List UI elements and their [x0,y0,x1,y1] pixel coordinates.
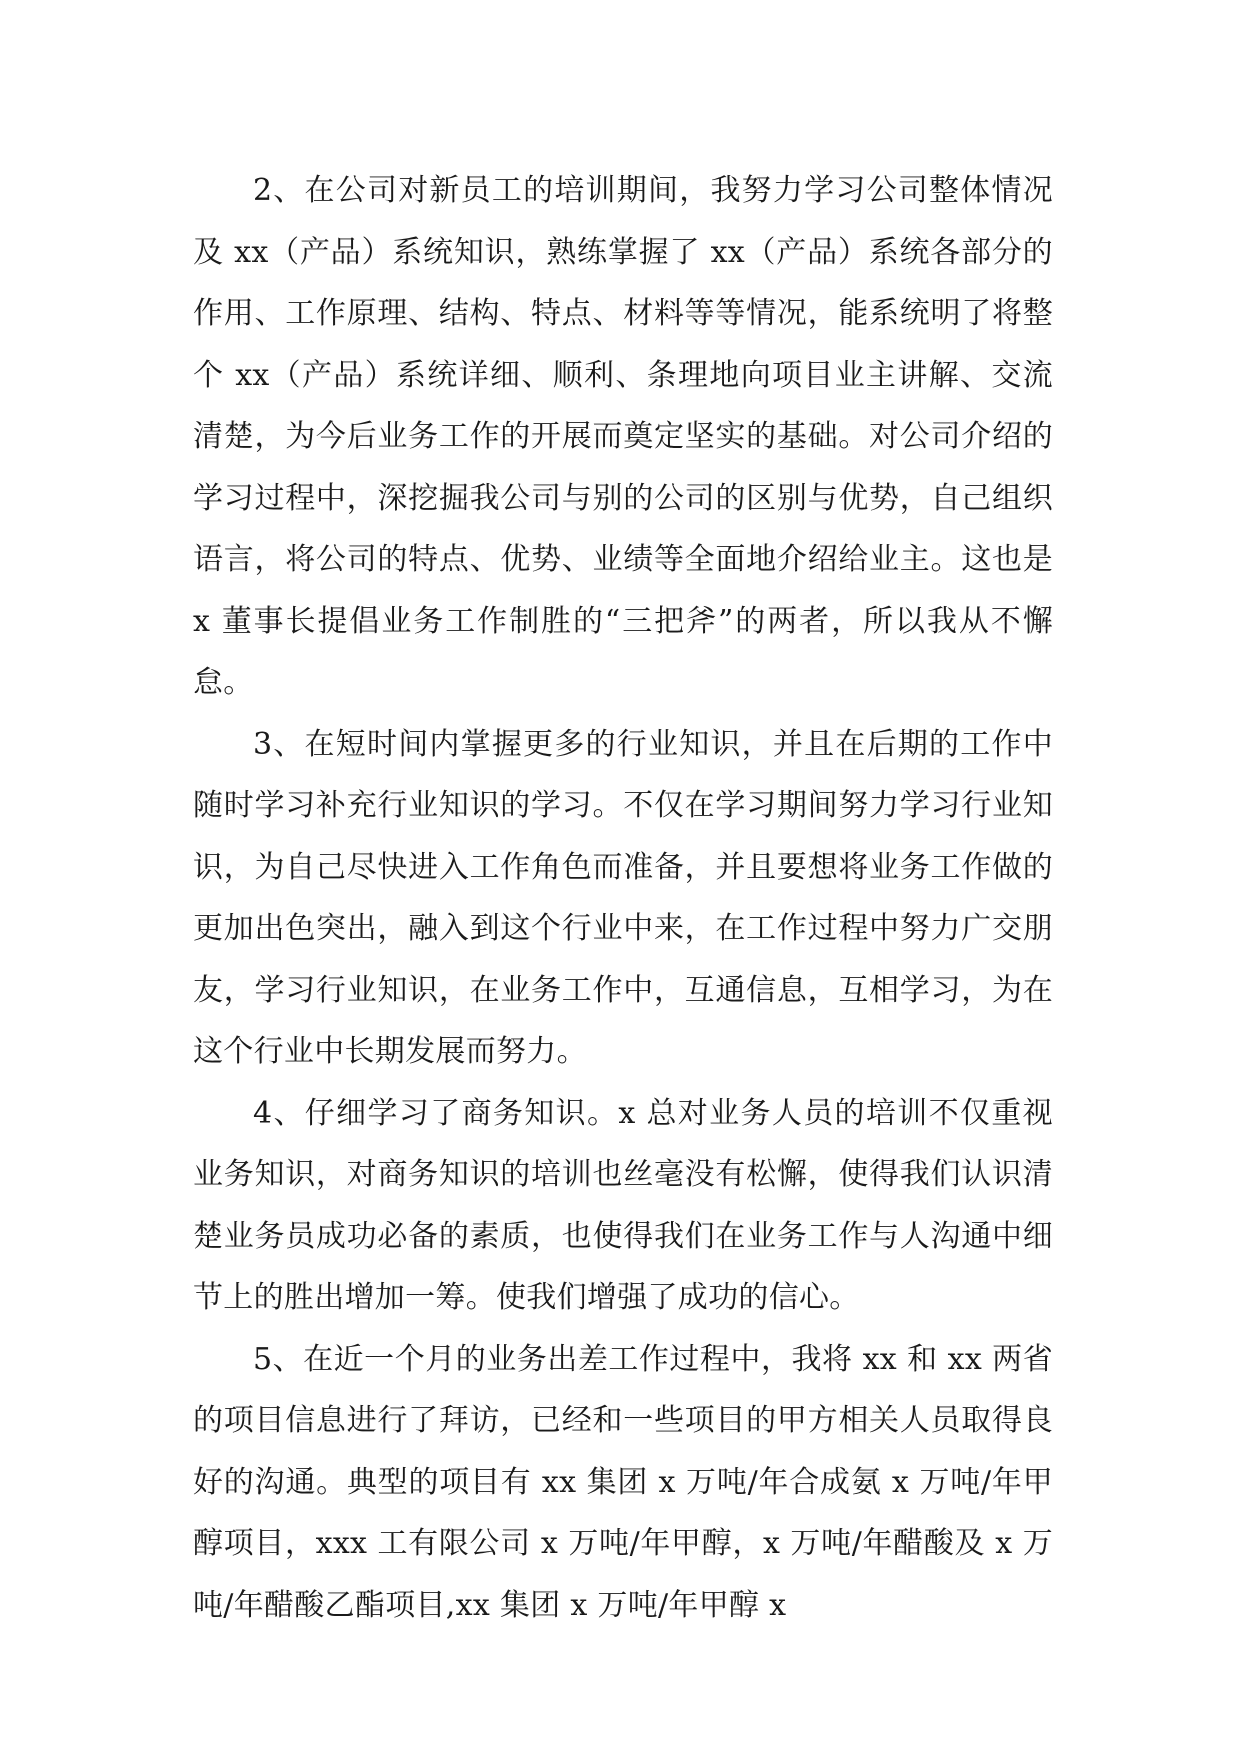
paragraph-2: 2、在公司对新员工的培训期间，我努力学习公司整体情况及 xx（产品）系统知识，熟练掌握了 xx（产品）系统各部分的作用、工作原理、结构、特点、材料等等情况，能系统明了将整个 xx（产品）系统详细、顺利、条理地向项目业主讲解、交流清楚，为今后业务工作的开展而奠定坚实的基础。对公司介绍的学习过程中，深挖掘我公司与别的公司的区别与优势，自己组织语言，将公司的特点、优势、业绩等全面地介绍给业主。这也是 x 董事长提倡业务工作制胜的“三把斧”的两者，所以我从不懈怠。 [193,173,1053,700]
paragraph-3: 3、在短时间内掌握更多的行业知识，并且在后期的工作中随时学习补充行业知识的学习。不仅在学习期间努力学习行业知识，为自己尽快进入工作角色而准备，并且要想将业务工作做的更加出色突出，融入到这个行业中来，在工作过程中努力广交朋友，学习行业知识，在业务工作中，互通信息，互相学习，为在这个行业中长期发展而努力。 [193,726,1053,1069]
paragraph-4: 4、仔细学习了商务知识。x 总对业务人员的培训不仅重视业务知识，对商务知识的培训也丝毫没有松懈，使得我们认识清楚业务员成功必备的素质，也使得我们在业务工作与人沟通中细节上的胜出增加一筹。使我们增强了成功的信心。 [193,1095,1053,1315]
paragraph-5: 5、在近一个月的业务出差工作过程中，我将 xx 和 xx 两省的项目信息进行了拜访，已经和一些项目的甲方相关人员取得良好的沟通。典型的项目有 xx 集团 x 万吨/年合成氨 x 万吨/年甲醇项目，xxx 工有限公司 x 万吨/年甲醇，x 万吨/年醋酸及 x 万吨/年醋酸乙酯项目,xx 集团 x 万吨/年甲醇 x [193,1341,1053,1623]
document-body [193,160,1053,1636]
